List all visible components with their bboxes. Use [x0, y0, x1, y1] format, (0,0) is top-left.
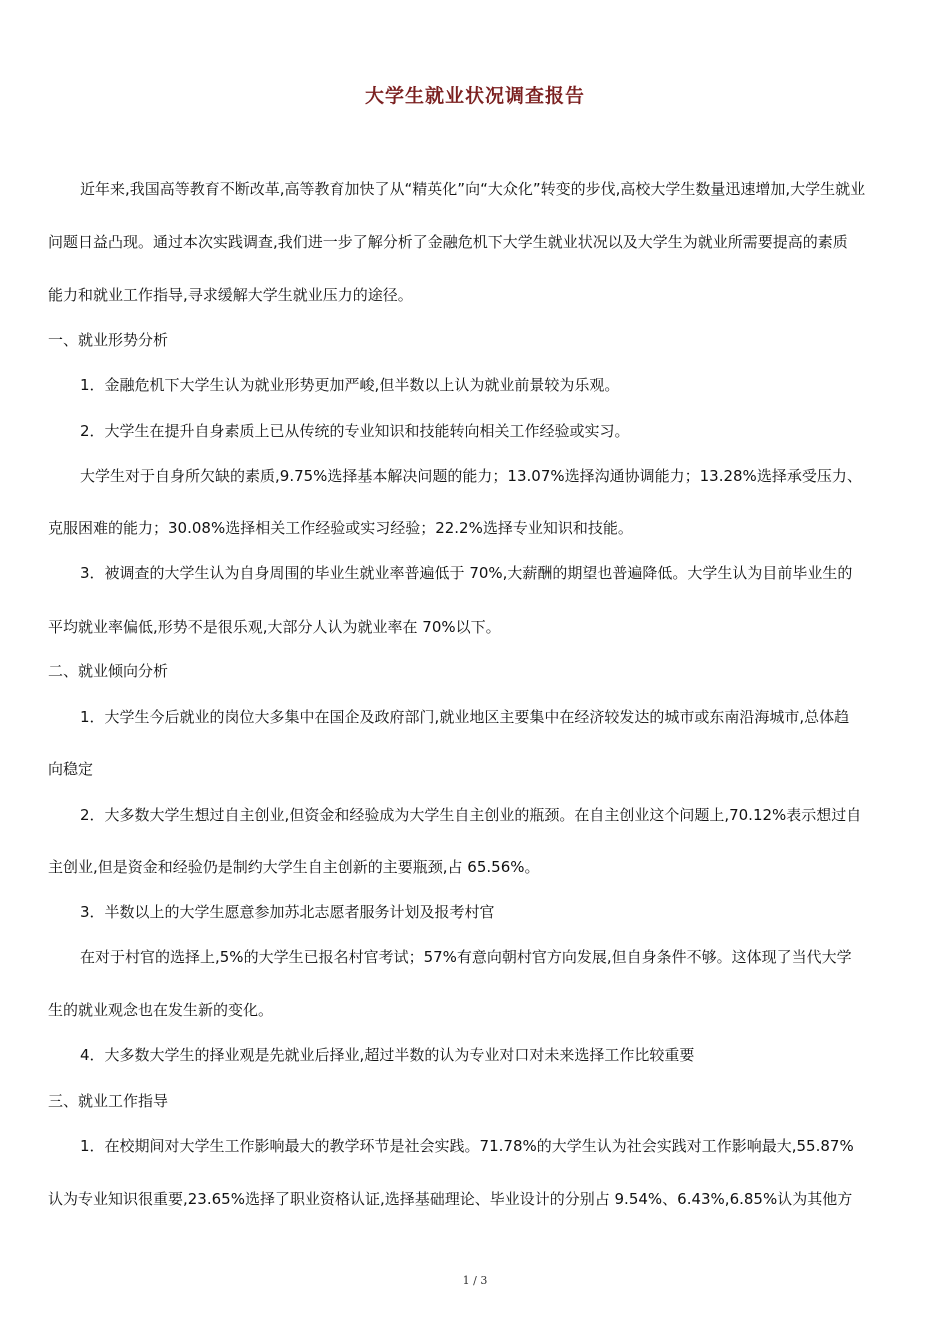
- item-2-1: 1．大学生今后就业的岗位大多集中在国企及政府部门,就业地区主要集中在经济较发达的城市或东南沿海城市,总体趋: [80, 708, 850, 726]
- section-heading-1: 一、就业形势分析: [48, 331, 169, 349]
- paragraph-line: 认为专业知识很重要,23.65%选择了职业资格认证,选择基础理论、毕业设计的分别占 9.54%、6.43%,6.85%认为其他方: [48, 1190, 853, 1208]
- item-1-3: 3．被调查的大学生认为自身周围的毕业生就业率普遍低于 70%,大薪酬的期望也普遍降低。大学生认为目前毕业生的: [80, 564, 853, 582]
- intro-line-1: 近年来,我国高等教育不断改革,高等教育加快了从“精英化”向“大众化”转变的步伐,高校大学生数量迅速增加,大学生就业: [80, 180, 866, 198]
- item-2-4: 4．大多数大学生的择业观是先就业后择业,超过半数的认为专业对口对未来选择工作比较重要: [80, 1046, 695, 1064]
- document-title: 大学生就业状况调查报告: [364, 85, 585, 107]
- paragraph-line: 向稳定: [48, 760, 94, 778]
- item-2-2: 2．大多数大学生想过自主创业,但资金和经验成为大学生自主创业的瓶颈。在自主创业这个问题上,70.12%表示想过自: [80, 806, 862, 824]
- intro-line-3: 能力和就业工作指导,寻求缓解大学生就业压力的途径。: [48, 286, 413, 304]
- intro-line-2: 问题日益凸现。通过本次实践调查,我们进一步了解分析了金融危机下大学生就业状况以及大学生为就业所需要提高的素质: [48, 233, 848, 251]
- paragraph-line: 大学生对于自身所欠缺的素质,9.75%选择基本解决问题的能力；13.07%选择沟通协调能力；13.28%选择承受压力、: [80, 467, 862, 485]
- paragraph-line: 生的就业观念也在发生新的变化。: [48, 1001, 274, 1019]
- item-1-2: 2．大学生在提升自身素质上已从传统的专业知识和技能转向相关工作经验或实习。: [80, 422, 630, 440]
- paragraph-line: 平均就业率偏低,形势不是很乐观,大部分人认为就业率在 70%以下。: [48, 618, 501, 636]
- paragraph-line: 在对于村官的选择上,5%的大学生已报名村官考试；57%有意向朝村官方向发展,但自身条件不够。这体现了当代大学: [80, 948, 852, 966]
- item-2-3: 3．半数以上的大学生愿意参加苏北志愿者服务计划及报考村官: [80, 903, 495, 921]
- paragraph-line: 克服困难的能力；30.08%选择相关工作经验或实习经验；22.2%选择专业知识和技能。: [48, 519, 633, 537]
- item-1-1: 1．金融危机下大学生认为就业形势更加严峻,但半数以上认为就业前景较为乐观。: [80, 376, 620, 394]
- section-heading-3: 三、就业工作指导: [48, 1092, 169, 1110]
- section-heading-2: 二、就业倾向分析: [48, 662, 169, 680]
- item-3-1: 1．在校期间对大学生工作影响最大的教学环节是社会实践。71.78%的大学生认为社会实践对工作影响最大,55.87%: [80, 1137, 854, 1155]
- page-number: 1 / 3: [462, 1274, 488, 1287]
- paragraph-line: 主创业,但是资金和经验仍是制约大学生自主创新的主要瓶颈,占 65.56%。: [48, 858, 540, 876]
